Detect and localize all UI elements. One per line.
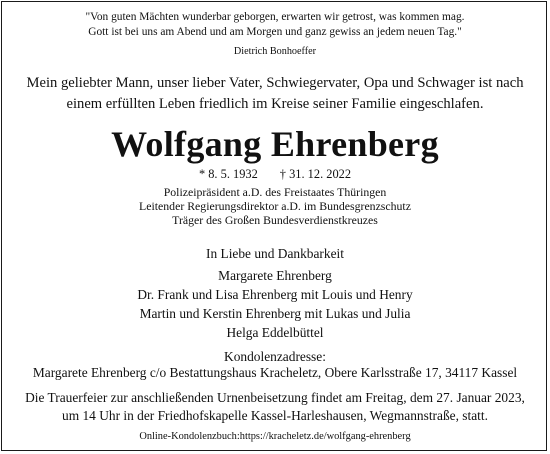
title-line-2: Leitender Regierungsdirektor a.D. im Bundesgrenzschutz	[139, 199, 411, 213]
quote-line-1: "Von guten Mächten wunderbar geborgen, erwarten wir getrost, was kommen mag.	[85, 11, 465, 23]
mourner-1: Margarete Ehrenberg	[218, 268, 332, 283]
service-line-2: um 14 Uhr in der Friedhofskapelle Kassel-Harleshausen, Wegmannstraße, statt.	[62, 408, 488, 423]
quote-line-2: Gott ist bei uns am Abend und am Morgen und ganz gewiss an jedem neuen Tag."	[88, 26, 462, 38]
mourners-heading: In Liebe und Dankbarkeit	[206, 246, 344, 261]
mourner-4: Helga Eddelbüttel	[226, 325, 324, 340]
condolence-address: Margarete Ehrenberg c/o Bestattungshaus Kracheletz, Obere Karlsstraße 17, 34117 Kassel	[32, 365, 518, 380]
title-line-3: Träger des Großen Bundesverdienstkreuzes	[172, 213, 378, 227]
birth-date: * 8. 5. 1932	[198, 167, 258, 181]
service-line-1: Die Trauerfeier zur anschließenden Urnenbeisetzung findet am Freitag, dem 27. Januar 2023,	[25, 390, 525, 405]
mourner-2: Dr. Frank und Lisa Ehrenberg mit Louis und Henry	[137, 287, 413, 302]
online-condolence-link[interactable]: Online-Kondolenzbuch:https://kracheletz.de/wolfgang-ehrenberg	[139, 431, 411, 442]
death-date: † 31. 12. 2022	[279, 167, 352, 181]
title-line-1: Polizeipräsident a.D. des Freistaates Thüringen	[163, 185, 387, 199]
quote-author: Dietrich Bonhoeffer	[233, 46, 317, 57]
life-dates	[0, 167, 550, 182]
intro-line-2: einem erfüllten Leben friedlich im Kreise seiner Familie eingeschlafen.	[66, 96, 484, 112]
mourner-3: Martin und Kerstin Ehrenberg mit Lukas und Julia	[139, 306, 411, 321]
condolence-label: Kondolenzadresse:	[224, 349, 326, 364]
intro-line-1: Mein geliebter Mann, unser lieber Vater, Schwiegervater, Opa und Schwager ist nach	[26, 75, 524, 91]
deceased-name: Wolfgang Ehrenberg	[111, 124, 439, 164]
